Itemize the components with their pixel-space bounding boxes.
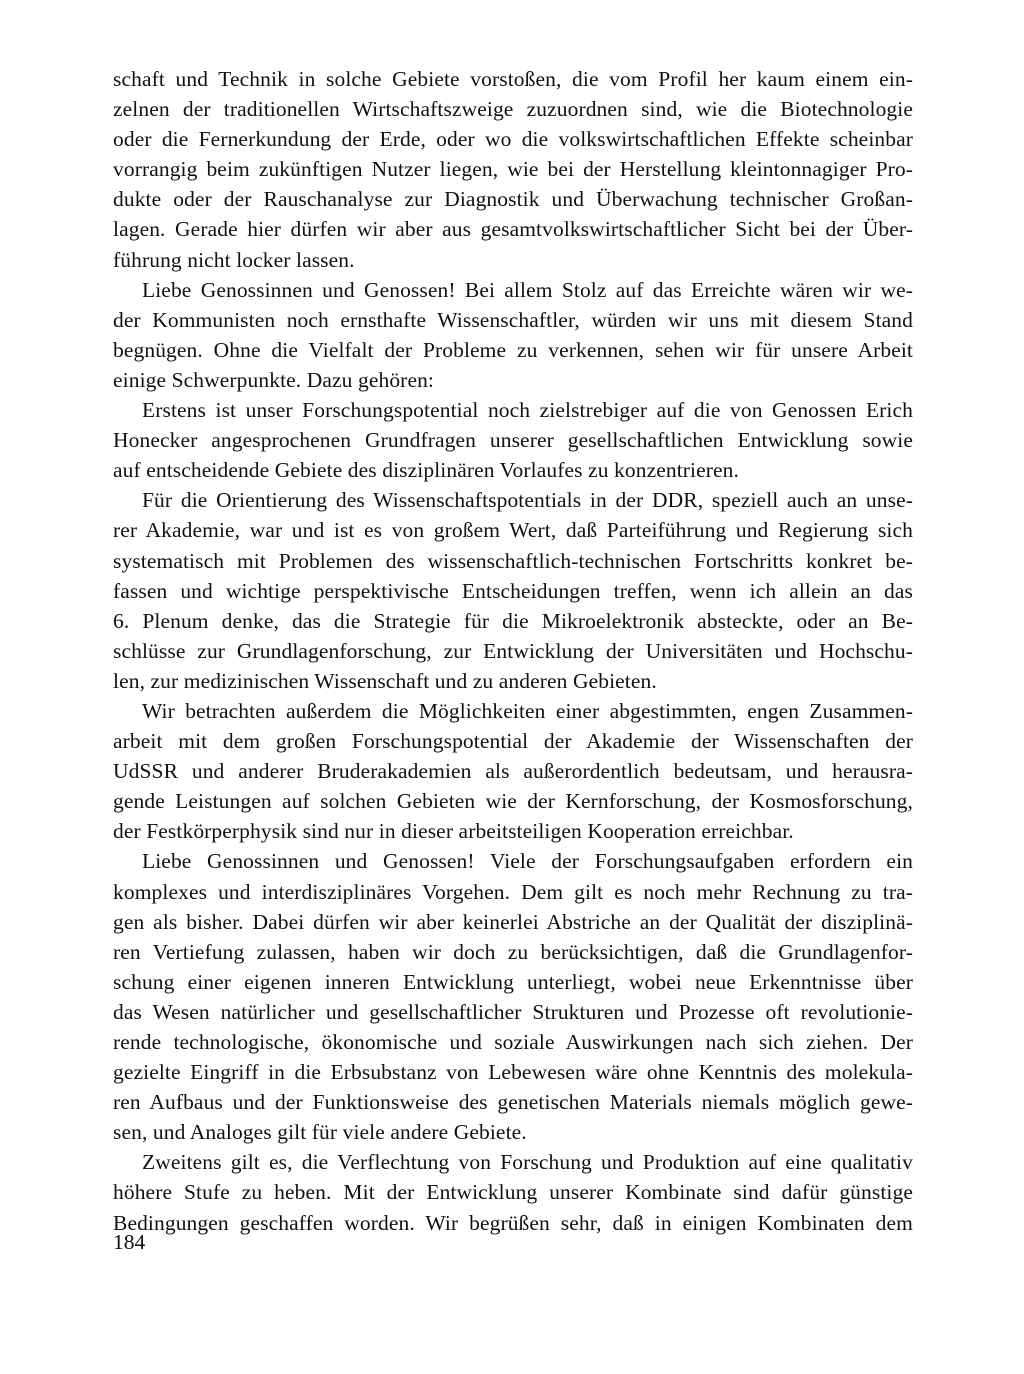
text-line: rer Akademie, war und ist es von großem Wert, daß Parteiführung und Regierung sich [113,518,913,543]
paragraph [113,395,913,485]
text-line: Bedingungen geschaffen worden. Wir begrüßen sehr, daß in einigen Kombinaten dem [113,1210,913,1235]
text-line: gen als bisher. Dabei dürfen wir aber keinerlei Abstriche an der Qualität der disziplinä- [113,909,913,934]
text-line: gende Leistungen auf solchen Gebieten wie der Kernforschung, der Kosmosforschung, [113,789,913,814]
paragraph [113,1147,913,1237]
text-line: gezielte Eingriff in die Erbsubstanz von Lebewesen wäre ohne Kenntnis des molekula- [113,1060,913,1085]
text-line: komplexes und interdisziplinäres Vorgehen. Dem gilt es noch mehr Rechnung zu tra- [113,879,913,904]
text-line: das Wesen natürlicher und gesellschaftlicher Strukturen und Prozesse oft revolutionie- [113,999,913,1024]
text-line: schlüsse zur Grundlagenforschung, zur Entwicklung der Universitäten und Hochschu- [113,638,913,663]
text-line: dukte oder der Rauschanalyse zur Diagnostik und Überwachung technischer Großan- [113,187,913,212]
paragraph [113,485,913,696]
text-line: schaft und Technik in solche Gebiete vorstoßen, die vom Profil her kaum einem ein- [113,67,913,91]
text-line: oder die Fernerkundung der Erde, oder wo die volkswirtschaftlichen Effekte scheinbar [113,127,913,152]
text-line: Wir betrachten außerdem die Möglichkeiten einer abgestimmten, engen Zusammen- [142,698,913,723]
text-line: schung einer eigenen inneren Entwicklung unterliegt, wobei neue Erkenntnisse über [113,969,913,994]
text-line: begnügen. Ohne die Vielfalt der Probleme zu verkennen, sehen wir für unsere Arbeit [113,337,913,362]
paragraph [113,846,913,1147]
text-line: einige Schwerpunkte. Dazu gehören: [113,367,435,392]
paragraph [113,696,913,846]
text-line: Zweitens gilt es, die Verflechtung von Forschung und Produktion auf eine qualitativ [142,1150,913,1175]
text-line: systematisch mit Problemen des wissenschaftlich-technischen Fortschritts konkret be- [113,548,913,573]
text-line: der Festkörperphysik sind nur in dieser arbeitsteiligen Kooperation erreichbar. [113,819,794,844]
paragraph [113,64,913,275]
text-line: 6. Plenum denke, das die Strategie für die Mikroelektronik absteckte, oder an Be- [113,608,913,633]
text-line: führung nicht locker lassen. [113,247,355,272]
page-number: 184 [113,1230,146,1254]
text-line: ren Aufbaus und der Funktionsweise des genetischen Materials niemals möglich gewe- [113,1090,913,1115]
text-line: fassen und wichtige perspektivische Entscheidungen treffen, wenn ich allein an das [113,578,913,603]
text-line: auf entscheidende Gebiete des disziplinären Vorlaufes zu konzentrieren. [113,458,739,483]
text-line: UdSSR und anderer Bruderakademien als außerordentlich bedeutsam, und herausra- [113,759,913,784]
text-line: lagen. Gerade hier dürfen wir aber aus gesamtvolkswirtschaftlicher Sicht bei der Über- [113,217,913,242]
text-line: Honecker angesprochenen Grundfragen unserer gesellschaftlichen Entwicklung sowie [113,428,913,453]
text-line: rende technologische, ökonomische und soziale Auswirkungen nach sich ziehen. Der [113,1030,913,1054]
text-line: arbeit mit dem großen Forschungspotential der Akademie der Wissenschaften der [113,729,913,754]
body-text [113,64,913,1238]
text-line: sen, und Analoges gilt für viele andere Gebiete. [113,1120,527,1145]
text-line: Für die Orientierung des Wissenschaftspotentials in der DDR, speziell auch an unse- [142,488,913,513]
text-line: höhere Stufe zu heben. Mit der Entwicklung unserer Kombinate sind dafür günstige [113,1180,913,1205]
text-line: Liebe Genossinnen und Genossen! Viele der Forschungsaufgaben erfordern ein [142,849,913,874]
text-line: der Kommunisten noch ernsthafte Wissenschaftler, würden wir uns mit diesem Stand [113,307,913,332]
text-line: vorrangig beim zukünftigen Nutzer liegen, wie bei der Herstellung kleintonnagiger Pro- [113,157,913,182]
text-line: ren Vertiefung zulassen, haben wir doch zu berücksichtigen, daß die Grundlagenfor- [113,939,913,964]
paragraph [113,275,913,395]
text-line: Erstens ist unser Forschungspotential noch zielstrebiger auf die von Genossen Erich [142,398,913,423]
text-line: Liebe Genossinnen und Genossen! Bei allem Stolz auf das Erreichte wären wir we- [142,277,913,302]
text-line: len, zur medizinischen Wissenschaft und zu anderen Gebieten. [113,668,657,693]
text-line: zelnen der traditionellen Wirtschaftszweige zuzuordnen sind, wie die Biotechnologie [113,97,913,122]
